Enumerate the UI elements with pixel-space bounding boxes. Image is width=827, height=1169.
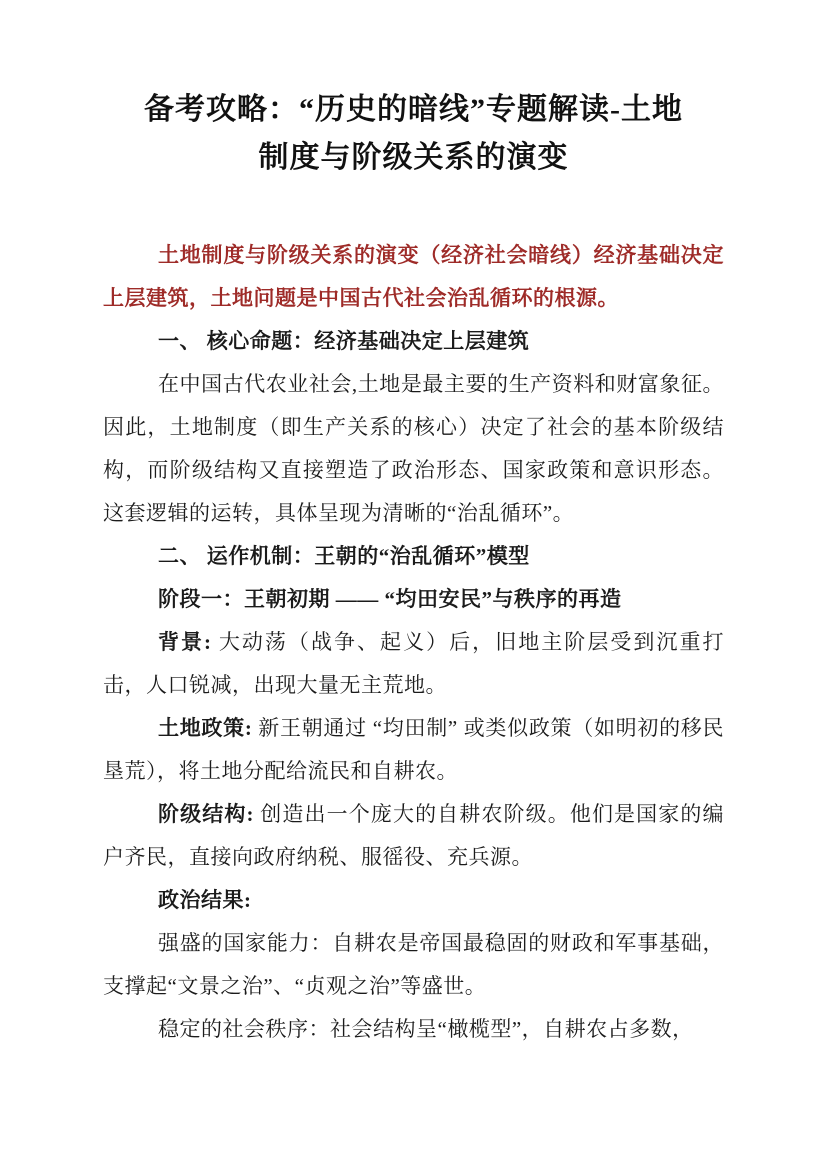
- section-1-body-paragraph: 在中国古代农业社会,土地是最主要的生产资料和财富象征。因此，土地制度（即生产关系的核心）决定了社会的基本阶级结构，而阶级结构又直接塑造了政治形态、国家政策和意识形态。这套逻辑的运转，具体呈现为清晰的“治乱循环”。: [103, 372, 724, 525]
- lead-paragraph: 土地制度与阶级关系的演变（经济社会暗线）经济基础决定上层建筑，土地问题是中国古代社会治乱循环的根源。: [103, 243, 724, 310]
- section-1-heading: 一、 核心命题：经济基础决定上层建筑: [158, 329, 530, 353]
- state-capacity-paragraph: 强盛的国家能力：自耕农是帝国最稳固的财政和军事基础，支撑起“文景之治”、“贞观之治”等盛世。: [103, 931, 724, 998]
- land-policy-paragraph: [103, 707, 724, 793]
- political-result-paragraph: [103, 879, 724, 922]
- page-title-line-1: 备考攻略：“历史的暗线”专题解读-土地: [144, 93, 683, 126]
- page-title: [103, 86, 724, 182]
- land-policy-text: 新王朝通过 “均田制” 或类似政策（如明初的移民垦荒），将土地分配给流民和自耕农。: [103, 716, 724, 783]
- section-2-heading: 二、 运作机制：王朝的“治乱循环”模型: [158, 544, 530, 568]
- class-structure-label: 阶级结构:: [158, 802, 254, 826]
- background-text: 大动荡（战争、起义）后，旧地主阶层受到沉重打击，人口锐减，出现大量无主荒地。: [103, 630, 724, 697]
- background-paragraph: [103, 621, 724, 707]
- political-result-label: 政治结果:: [158, 888, 252, 912]
- class-structure-text: 创造出一个庞大的自耕农阶级。他们是国家的编户齐民，直接向政府纳税、服徭役、充兵源。: [103, 802, 724, 869]
- land-policy-label: 土地政策:: [158, 716, 253, 740]
- stage-1-subheading: 阶段一：王朝初期 —— “均田安民”与秩序的再造: [158, 587, 622, 611]
- page-title-line-2: 制度与阶级关系的演变: [258, 141, 569, 174]
- background-label: 背景:: [158, 630, 212, 654]
- social-order-paragraph: 稳定的社会秩序：社会结构呈“橄榄型”，自耕农占多数，: [158, 1017, 694, 1041]
- class-structure-paragraph: [103, 793, 724, 879]
